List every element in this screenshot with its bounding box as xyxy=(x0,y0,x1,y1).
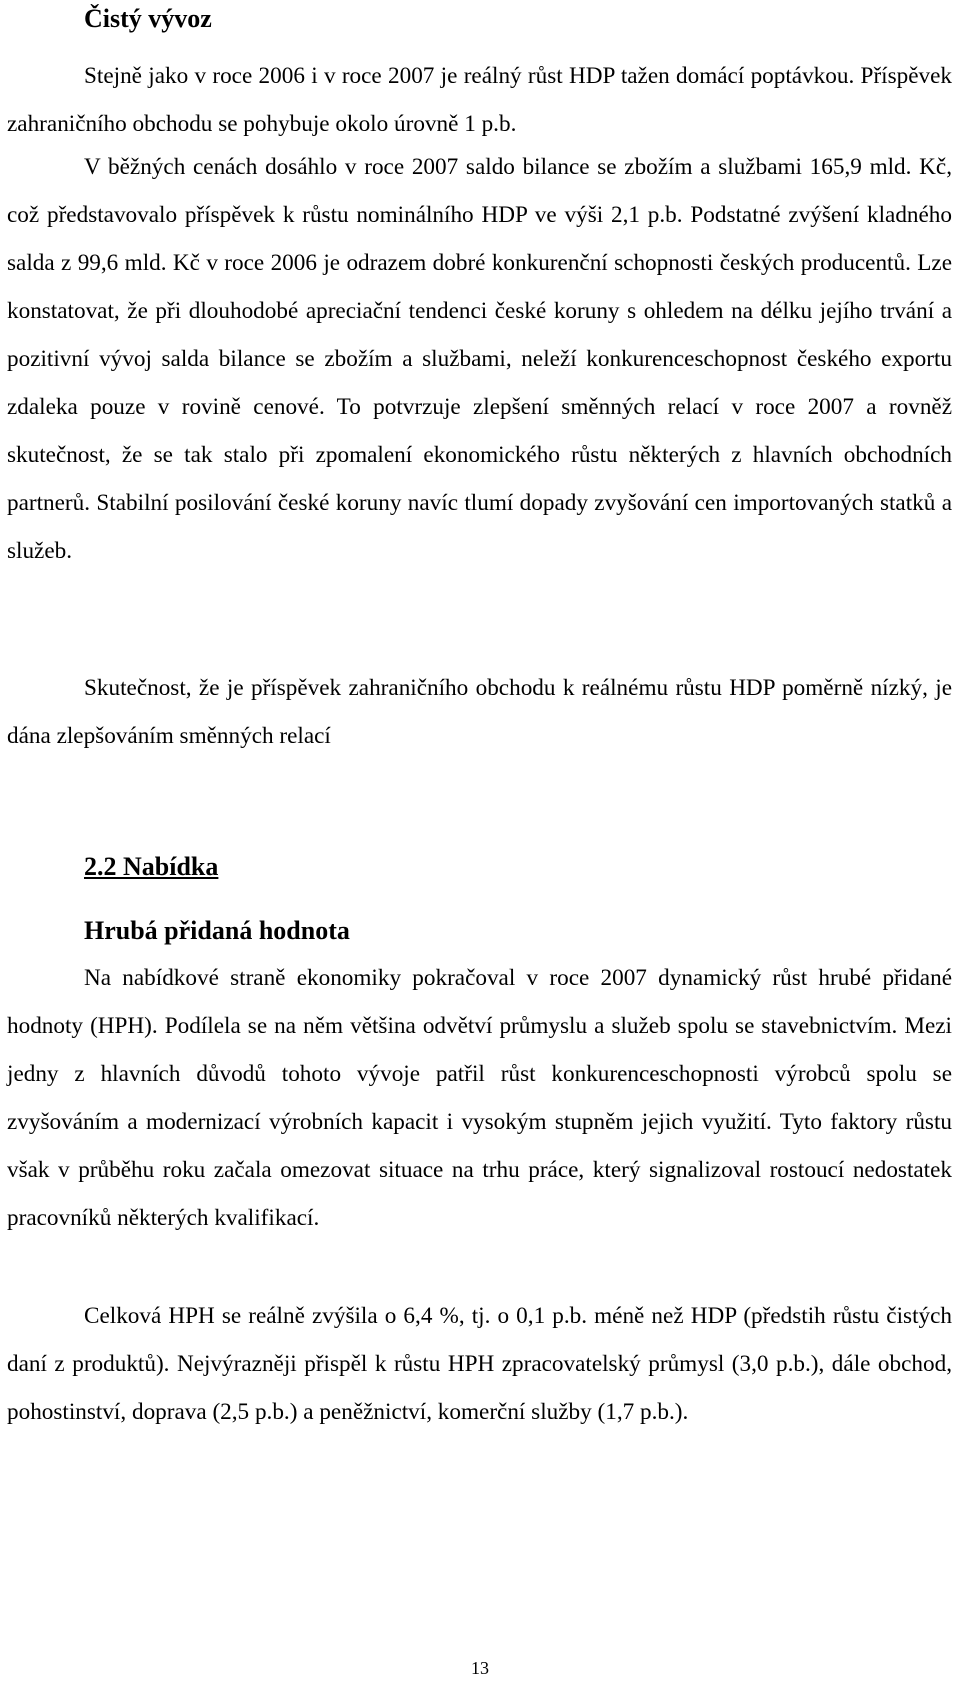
section-heading-cisty-vyvoz: Čistý vývoz xyxy=(84,4,212,33)
paragraph-domestic-demand: Stejně jako v roce 2006 i v roce 2007 je reálný růst HDP tažen domácí poptávkou. Příspěvek zahraničního obchodu se pohybuje okolo úrovně 1 p.b. xyxy=(7,63,952,137)
chapter-heading-nabidka: 2.2 Nabídka xyxy=(84,852,219,881)
page-number: 13 xyxy=(471,1658,489,1678)
paragraph-trade-balance: V běžných cenách dosáhlo v roce 2007 saldo bilance se zbožím a službami 165,9 mld. Kč, což představovalo příspěvek k růstu nominálního HDP ve výši 2,1 p.b. Podstatné zvýšení kladného salda z 99,6 mld. Kč v roce 2006 je odrazem dobré konkurenční schopnosti českých producentů. Lze konstatovat, že při dlouhodobé apreciační tendenci české koruny s ohledem na délku jejího trvání a pozitivní vývoj salda bilance se zbožím a službami, neleží konkurenceschopnost českého exportu zdaleka pouze v rovině cenové. To potvrzuje zlepšení směnných relací v roce 2007 a rovněž skutečnost, že se tak stalo při zpomalení ekonomického růstu některých z hlavních obchodních partnerů. Stabilní posilování české koruny navíc tlumí dopady zvyšování cen importovaných statků a služeb. xyxy=(7,154,952,564)
paragraph-gva-growth: Na nabídkové straně ekonomiky pokračoval v roce 2007 dynamický růst hrubé přidané hodnoty (HPH). Podílela se na něm většina odvětví průmyslu a služeb spolu se stavebnictvím. Mezi jedny z hlavních důvodů tohoto vývoje patřil růst konkurenceschopnosti výrobců spolu se zvyšováním a modernizací výrobních kapacit i vysokým stupněm jejich využití. Tyto faktory růstu však v průběhu roku začala omezovat situace na trhu práce, který signalizoval rostoucí nedostatek pracovníků některých kvalifikací. xyxy=(7,965,952,1231)
paragraph-total-gva: Celková HPH se reálně zvýšila o 6,4 %, tj. o 0,1 p.b. méně než HDP (předstih růstu čistých daní z produktů). Nejvýrazněji přispěl k růstu HPH zpracovatelský průmysl (3,0 p.b.), dále obchod, pohostinství, doprava (2,5 p.b.) a peněžnictví, komerční služby (1,7 p.b.). xyxy=(7,1303,952,1425)
paragraph-terms-of-trade: Skutečnost, že je příspěvek zahraničního obchodu k reálnému růstu HDP poměrně nízký, je dána zlepšováním směnných relací xyxy=(7,675,952,749)
section-heading-hruba-pridana-hodnota: Hrubá přidaná hodnota xyxy=(84,916,350,945)
